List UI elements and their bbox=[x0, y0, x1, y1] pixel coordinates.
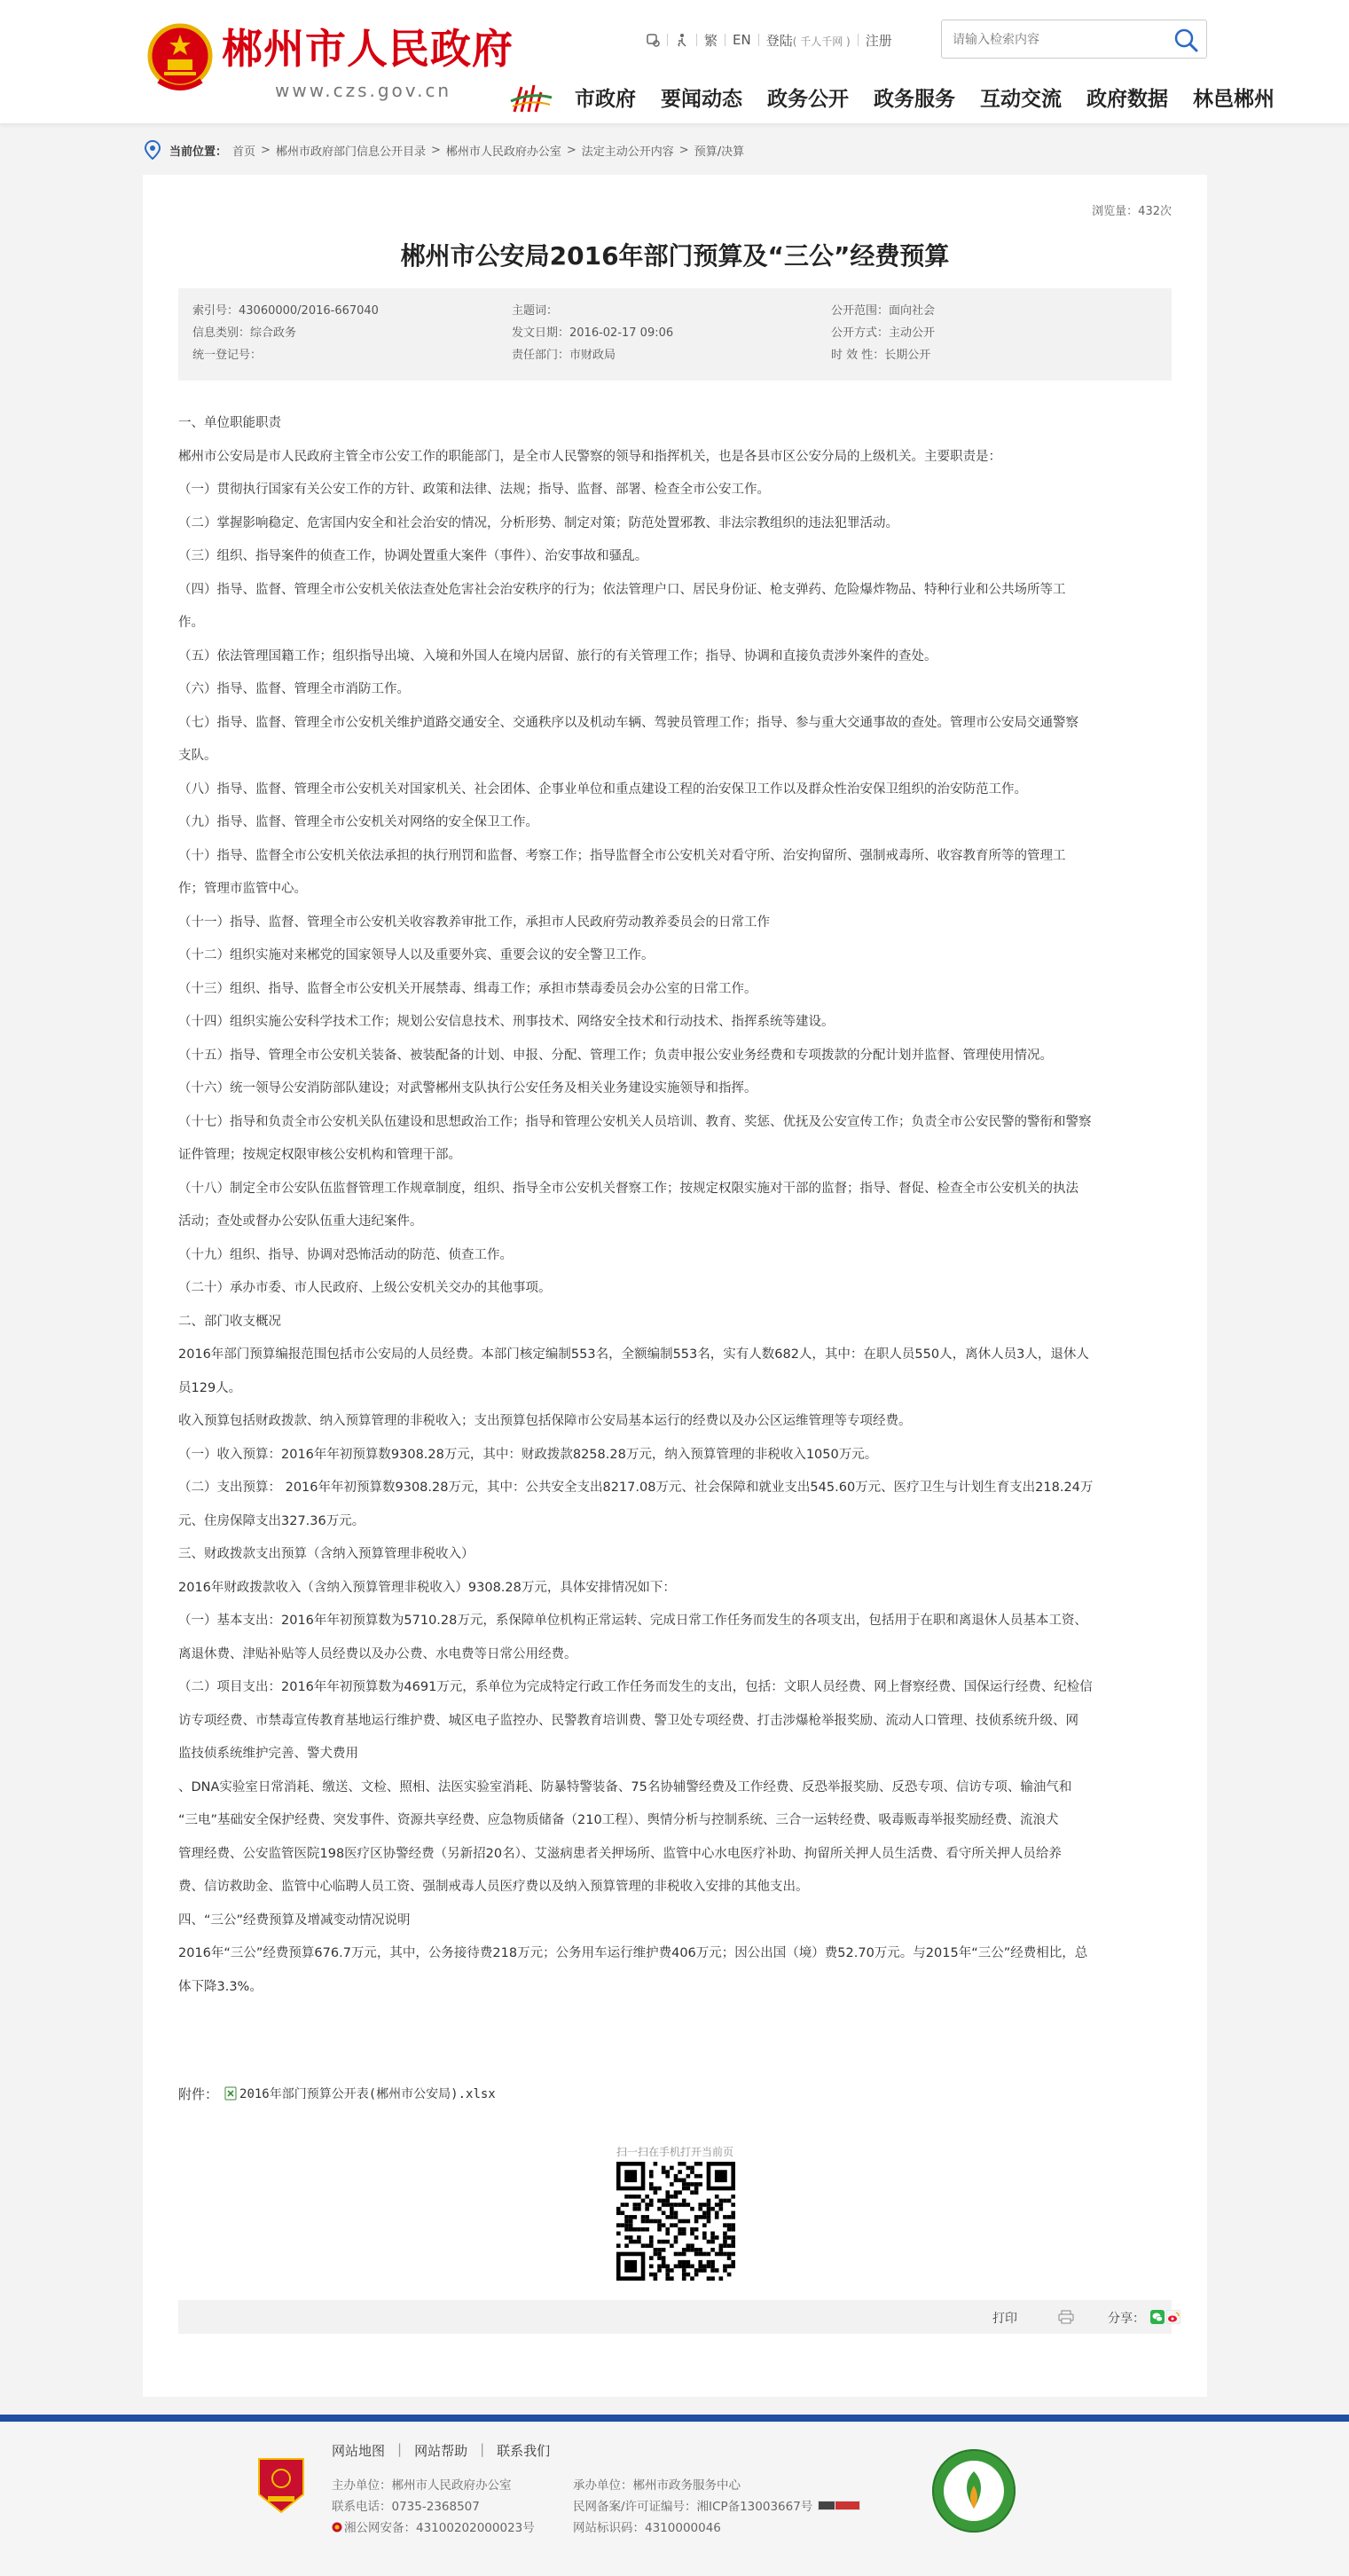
body-line: 元、住房保障支出327.36万元。 bbox=[178, 1513, 365, 1528]
search-input[interactable] bbox=[953, 29, 1157, 51]
nav-item-open-affairs[interactable]: 政务公开 bbox=[767, 88, 849, 111]
body-line: （一）贯彻执行国家有关公安工作的方针、政策和法律、法规；指导、监督、部署、检查全市公安工作。 bbox=[178, 483, 770, 497]
footer-police-row bbox=[332, 2517, 535, 2535]
meta-department: 责任部门：市财政局 bbox=[512, 349, 616, 362]
body-line: （三）组织、指导案件的侦查工作，协调处置重大案件（事件）、治安事故和骚乱。 bbox=[178, 549, 648, 563]
nav-item-interaction[interactable]: 互动交流 bbox=[980, 88, 1062, 111]
footer-link-sitemap[interactable]: 网站地图 bbox=[332, 2443, 386, 2459]
breadcrumb-separator: > bbox=[261, 143, 271, 157]
body-line: （十七）指导和负责全市公安机关队伍建设和思想政治工作；指导和管理公安机关人员培训、教育、奖惩、优抚及公安宣传工作；负责全市公安民警的警衔和警察 bbox=[178, 1114, 1092, 1129]
meta-validity: 时 效 性：长期公开 bbox=[831, 349, 931, 362]
main-nav bbox=[575, 82, 1274, 117]
utility-bar bbox=[639, 27, 899, 53]
nav-item-services[interactable]: 政务服务 bbox=[874, 88, 955, 111]
attachment bbox=[178, 2081, 496, 2106]
breadcrumb-item[interactable]: 郴州市人民政府办公室 bbox=[445, 145, 561, 159]
body-line: （十六）统一领导公安消防部队建设；对武警郴州支队执行公安任务及相关业务建设实施领导和指挥。 bbox=[178, 1081, 757, 1096]
breadcrumb-separator: > bbox=[678, 143, 689, 157]
article-title: 郴州市公安局2016年部门预算及“三公”经费预算 bbox=[400, 241, 950, 271]
body-line: 、DNA实验室日常消耗、缴送、文检、照相、法医实验室消耗、防暴特警装备、75名协辅警经费及工作经费、反恐举报奖励、反恐专项、信访专项、输油气和 bbox=[178, 1779, 1072, 1795]
body-line: （十二）组织实施对来郴党的国家领导人以及重要外宾、重要会议的安全警卫工作。 bbox=[178, 948, 655, 962]
separator bbox=[667, 34, 668, 46]
search-box bbox=[941, 20, 1207, 59]
body-line: 访专项经费、市禁毒宣传教育基地运行维护费、城区电子监控办、民警教育培训费、警卫处专项经费、打击涉爆枪举报奖励、流动人口管理、技侦系统升级、网 bbox=[178, 1713, 1078, 1728]
body-line: 体下降3.3%。 bbox=[178, 1979, 263, 1994]
site-header bbox=[0, 0, 1349, 124]
article-container bbox=[143, 175, 1207, 2397]
body-line: （二十）承办市委、市人民政府、上级公安机关交办的其他事项。 bbox=[178, 1281, 552, 1295]
body-line: （二）项目支出：2016年年初预算数为4691万元，系单位为完成特定行政工作任务而发生的支出，包括：文职人员经费、网上督察经费、国保运行经费、纪检信 bbox=[178, 1680, 1093, 1694]
footer-links bbox=[332, 2441, 562, 2460]
body-line: “三电”基础安全保护经费、突发事件、资源共享经费、应急物质储备（210工程）、舆情分析与控制系统、三合一运转经费、吸毒贩毒举报奖励经费、流浪犬 bbox=[178, 1813, 1059, 1827]
body-line: （十九）组织、指导、协调对恐怖活动的防范、侦查工作。 bbox=[178, 1247, 513, 1262]
article-meta bbox=[178, 288, 1172, 381]
footer-sponsor: 主办单位：郴州市人民政府办公室 bbox=[332, 2478, 512, 2493]
footer-police-record[interactable]: 湘公网安备：43100202000023号 bbox=[344, 2521, 535, 2535]
weibo-icon[interactable] bbox=[1166, 2310, 1180, 2324]
login-note: ( 千人千网 ) bbox=[792, 35, 851, 48]
elder-mode-icon[interactable] bbox=[675, 33, 689, 47]
body-line: （十八）制定全市公安队伍监督管理工作规章制度，组织、指导全市公安机关督察工作；按规定权限实施对干部的监督；指导、督促、检查全市公安机关的执法 bbox=[178, 1181, 1078, 1196]
footer-divider bbox=[0, 2415, 1349, 2422]
attachment-label: 附件： bbox=[178, 2085, 219, 2102]
body-line: （四）指导、监督、管理全市公安机关依法查处危害社会治安秩序的行为；依法管理户口、居民身份证、枪支弹药、危险爆炸物品、特种行业和公共场所等工 bbox=[178, 582, 1066, 597]
breadcrumb-item[interactable]: 首页 bbox=[232, 145, 256, 159]
nav-item-news[interactable]: 要闻动态 bbox=[661, 88, 742, 111]
body-line: （一）基本支出：2016年年初预算数为5710.28万元，系保障单位机构正常运转、完成日常工作任务而发生的各项支出，包括用于在职和离退休人员基本工资、 bbox=[178, 1614, 1087, 1628]
body-line: （九）指导、监督、管理全市公安机关对网络的安全保卫工作。 bbox=[178, 815, 538, 829]
footer-site-code: 网站标识码：4310000046 bbox=[573, 2521, 721, 2535]
separator: | bbox=[397, 2441, 403, 2457]
footer-link-help[interactable]: 网站帮助 bbox=[414, 2443, 468, 2459]
body-line: 三、财政拨款支出预算（含纳入预算管理非税收入） bbox=[178, 1547, 475, 1561]
breadcrumb-item[interactable]: 法定主动公开内容 bbox=[581, 145, 674, 159]
body-line: （七）指导、监督、管理全市公安机关维护道路交通安全、交通秩序以及机动车辆、驾驶员管理工作；指导、参与重大交通事故的查处。管理市公安局交通警察 bbox=[178, 715, 1078, 730]
body-line: 收入预算包括财政拨款、纳入预算管理的非税收入；支出预算包括保障市公安局基本运行的经费以及办公区运维管理等专项经费。 bbox=[178, 1414, 912, 1428]
accessibility-icon[interactable] bbox=[646, 33, 660, 47]
traditional-chinese-link[interactable]: 繁 bbox=[704, 32, 718, 49]
body-line: 郴州市公安局是市人民政府主管全市公安工作的职能部门，是全市人民警察的领导和指挥机关，也是各县市区公安分局的上级机关。主要职责是： bbox=[178, 449, 1001, 464]
body-line: 四、“三公”经费预算及增减变动情况说明 bbox=[178, 1912, 411, 1928]
meta-publish-date: 发文日期：2016-02-17 09:06 bbox=[512, 326, 674, 340]
site-footer bbox=[0, 2422, 1349, 2576]
footer-link-contact[interactable]: 联系我们 bbox=[497, 2443, 551, 2459]
footer-icp[interactable]: 民网备案/许可证编号：湘ICP备13003667号 bbox=[573, 2500, 813, 2514]
meta-row bbox=[178, 301, 1172, 323]
meta-row bbox=[178, 323, 1172, 345]
qr-code-icon bbox=[616, 2162, 735, 2281]
body-line: 作。 bbox=[178, 616, 204, 630]
body-line: （十四）组织实施公安科学技术工作；规划公安信息技术、刑事技术、网络安全技术和行动技术、指挥系统等建设。 bbox=[178, 1015, 835, 1029]
body-line: 二、部门收支概况 bbox=[178, 1314, 281, 1329]
body-line: （五）依法管理国籍工作；组织指导出境、入境和外国人在境内居留、旅行的有关管理工作；指导、协调和直接负责涉外案件的查处。 bbox=[178, 648, 937, 664]
separator: | bbox=[480, 2441, 485, 2457]
print-button[interactable]: 打印 bbox=[992, 2312, 1017, 2326]
footer-organizer: 承办单位：郴州市政务服务中心 bbox=[573, 2478, 741, 2493]
nav-item-linyi[interactable]: 林邑郴州 bbox=[1193, 88, 1274, 111]
breadcrumb-item[interactable]: 郴州市政府部门信息公开目录 bbox=[275, 145, 426, 159]
body-line: 员129人。 bbox=[178, 1380, 242, 1395]
site-url: www.czs.gov.cn bbox=[275, 80, 452, 101]
nav-item-government[interactable]: 市政府 bbox=[575, 88, 636, 111]
login-link[interactable] bbox=[766, 31, 851, 50]
separator bbox=[696, 34, 697, 46]
body-line: 2016年财政拨款收入（含纳入预算管理非税收入）9308.28万元，具体安排情况如下： bbox=[178, 1580, 676, 1595]
body-line: 支队。 bbox=[178, 749, 217, 763]
city-logo-icon bbox=[509, 80, 553, 117]
meta-index-number: 索引号：43060000/2016-667040 bbox=[192, 304, 379, 318]
attachment-link[interactable]: 2016年部门预算公开表(郴州市公安局).xlsx bbox=[239, 2087, 496, 2101]
civilization-unit-badge-icon[interactable] bbox=[929, 2446, 1018, 2535]
body-line: 一、单位职能职责 bbox=[178, 416, 281, 430]
meta-row bbox=[178, 345, 1172, 367]
search-icon[interactable] bbox=[1173, 27, 1199, 53]
body-line: （十）指导、监督全市公安机关依法承担的执行刑罚和监督、考察工作；指导监督全市公安机关对看守所、治安拘留所、强制戒毒所、收容教育所等的管理工 bbox=[178, 848, 1066, 863]
excel-file-icon bbox=[224, 2086, 238, 2101]
meta-registration-number: 统一登记号： bbox=[192, 349, 263, 362]
body-line: 管理经费、公安监管医院198医疗区协警经费（另新招20名）、艾滋病患者关押场所、监管中心水电医疗补助、拘留所关押人员生活费、看守所关押人员给养 bbox=[178, 1846, 1062, 1861]
register-link[interactable]: 注册 bbox=[865, 32, 892, 49]
meta-category: 信息类别：综合政务 bbox=[192, 326, 297, 340]
separator bbox=[858, 34, 859, 46]
footer-icp-row bbox=[573, 2496, 860, 2514]
body-line: 监技侦系统维护完善、警犬费用 bbox=[178, 1747, 358, 1761]
body-line: 证件管理；按规定权限审核公安机构和管理干部。 bbox=[178, 1148, 461, 1162]
body-line: （二）掌握影响稳定、危害国内安全和社会治安的情况，分析形势、制定对策；防范处置邪教、非法宗教组织的违法犯罪活动。 bbox=[178, 515, 898, 530]
body-line: （十一）指导、监督、管理全市公安机关收容教养审批工作，承担市人民政府劳动教养委员会的日常工作 bbox=[178, 915, 770, 930]
qr-label: 扫一扫在手机打开当前页 bbox=[616, 2146, 733, 2158]
breadcrumb bbox=[145, 139, 744, 161]
share-label: 分享： bbox=[1108, 2312, 1145, 2326]
body-line: 作；管理市监管中心。 bbox=[178, 882, 307, 896]
location-pin-icon bbox=[145, 140, 161, 160]
separator bbox=[758, 34, 759, 46]
breadcrumb-item[interactable]: 预算/决算 bbox=[694, 145, 745, 159]
body-line: （十三）组织、指导、监督全市公安机关开展禁毒、缉毒工作；承担市禁毒委员会办公室的日常工作。 bbox=[178, 981, 757, 996]
wechat-icon[interactable] bbox=[1150, 2310, 1165, 2324]
view-count: 浏览量：432次 bbox=[1092, 205, 1172, 218]
body-line: 费、信访救助金、监管中心临聘人员工资、强制戒毒人员医疗费以及纳入预算管理的非税收入安排的其他支出。 bbox=[178, 1880, 809, 1894]
site-title[interactable]: 郴州市人民政府 bbox=[222, 25, 514, 73]
meta-scope: 公开范围：面向社会 bbox=[831, 304, 936, 318]
body-line: 2016年“三公”经费预算676.7万元，其中，公务接待费218万元；公务用车运行维护费406万元；因公出国（境）费52.70万元。与2015年“三公”经费相比，总 bbox=[178, 1946, 1088, 1960]
breadcrumb-label: 当前位置： bbox=[169, 145, 228, 159]
body-line: 活动；查处或督办公安队伍重大违纪案件。 bbox=[178, 1214, 423, 1229]
national-emblem-icon[interactable] bbox=[145, 22, 216, 95]
english-link[interactable]: EN bbox=[733, 32, 751, 48]
body-line: （八）指导、监督、管理全市公安机关对国家机关、社会团体、企事业单位和重点建设工程的治安保卫工作以及群众性治安保卫组织的治安防范工作。 bbox=[178, 781, 1027, 797]
footer-phone: 联系电话：0735-2368507 bbox=[332, 2500, 480, 2514]
body-line: 2016年部门预算编报范围包括市公安局的人员经费。本部门核定编制553名，全额编制553名，实有人数682人，其中：在职人员550人，离休人员3人，退休人 bbox=[178, 1347, 1089, 1362]
article-body bbox=[178, 407, 1172, 2004]
share-bar bbox=[178, 2300, 1172, 2334]
police-badge-icon bbox=[332, 2522, 342, 2533]
body-line: （二）支出预算： 2016年年初预算数9308.28万元，其中：公共安全支出8217.08万元、社会保障和就业支出545.60万元、医疗卫生与计划生育支出218.24万 bbox=[178, 1480, 1094, 1495]
nav-item-data[interactable]: 政府数据 bbox=[1086, 88, 1168, 111]
breadcrumb-separator: > bbox=[566, 143, 576, 157]
cnzz-stats-icon[interactable] bbox=[818, 2501, 860, 2510]
printer-icon[interactable] bbox=[1058, 2310, 1074, 2324]
meta-keywords: 主题词： bbox=[512, 304, 559, 318]
body-line: 离退休费、津贴补贴等人员经费以及办公费、水电费等日常公用经费。 bbox=[178, 1646, 577, 1661]
body-line: （六）指导、监督、管理全市消防工作。 bbox=[178, 682, 410, 696]
meta-disclosure-method: 公开方式：主动公开 bbox=[831, 326, 936, 340]
breadcrumb-separator: > bbox=[430, 143, 441, 157]
body-line: （一）收入预算：2016年年初预算数9308.28万元，其中：财政拨款8258.28万元，纳入预算管理的非税收入1050万元。 bbox=[178, 1447, 878, 1462]
party-government-badge-icon[interactable] bbox=[255, 2455, 307, 2516]
login-label: 登陆 bbox=[765, 32, 793, 49]
body-line: （十五）指导、管理全市公安机关装备、被装配备的计划、申报、分配、管理工作；负责申报公安业务经费和专项拨款的分配计划并监督、管理使用情况。 bbox=[178, 1048, 1053, 1063]
